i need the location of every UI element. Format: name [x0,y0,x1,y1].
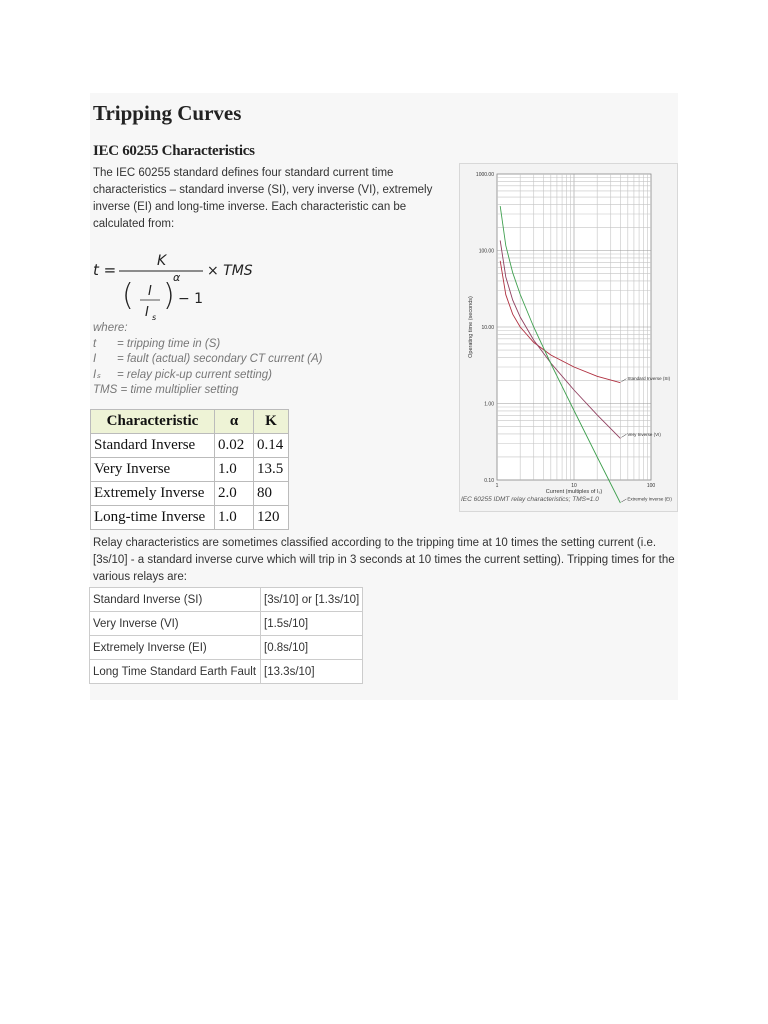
formula-numerator: K [157,253,167,269]
definition-row [93,383,322,399]
definition-symbol: t [93,337,97,350]
table-cell: 1.0 [215,506,254,530]
x-axis-label: Current (multiples of Iₛ) [545,489,603,495]
series-label: Very Inverse (VI) [627,431,661,437]
series-label: Extremely Inverse (EI) [627,496,672,502]
formula-minus-one: − 1 [178,291,204,307]
table-cell: Long Time Standard Earth Fault [90,660,261,684]
page-title: Tripping Curves [93,101,242,125]
formula-is: I [145,305,149,320]
table-cell: Standard Inverse (SI) [90,588,261,612]
intro-text: The IEC 60255 standard defines four standard current time characteristics – standard inverse (SI), very inverse (VI), extremely inverse (EI) and long-time inverse. Each characteristic can be calculated from: [93,167,433,230]
table-row [91,482,289,506]
table-cell: 2.0 [215,482,254,506]
definition-text: = fault (actual) secondary CT current (A) [117,353,323,365]
table-cell: [3s/10] or [1.3s/10] [261,588,363,612]
legend-leader-line [621,499,626,502]
relay-text: Relay characteristics are sometimes classified according to the tripping time at 10 times the setting current (i.e. [3s/10] - a standard inverse curve which will trip in 3 seconds at 10 times the current setting). Tripping times for the various relays are: [93,537,675,583]
table-cell: Very Inverse (VI) [90,612,261,636]
table-cell: 13.5 [254,458,289,482]
chart-caption: IEC 60255 IDMT relay characteristics; TMS=1.0 [461,496,599,503]
column-header: α [215,410,254,434]
table-cell: 0.02 [215,434,254,458]
table-row [91,506,289,530]
table-row [91,434,289,458]
y-tick-label: 10.00 [481,325,494,331]
svg-text:(: ( [122,278,134,313]
table-row [90,660,363,684]
definition-text: TMS = time multiplier setting [93,384,239,396]
idmt-formula [90,245,290,325]
where-label: where: [93,322,128,334]
definition-row [93,368,322,384]
table-cell: Long-time Inverse [91,506,215,530]
column-header: Characteristic [91,410,215,434]
table-cell: 80 [254,482,289,506]
idmt-chart [459,163,678,512]
table-cell: [1.5s/10] [261,612,363,636]
column-header: K [254,410,289,434]
definition-text: = relay pick-up current setting) [117,368,272,381]
table-cell: [0.8s/10] [261,636,363,660]
y-tick-label: 100.00 [478,248,494,255]
table-cell: Standard Inverse [91,434,215,458]
table-cell: 1.0 [215,458,254,482]
table-cell: 0.14 [254,434,289,458]
x-tick-label: 1 [495,483,499,489]
definition-symbol: I [93,353,97,365]
formula-times-tms: × TMS [207,263,253,279]
formula-lhs: t = [93,261,117,279]
table-row [90,612,363,636]
chart-svg [460,164,677,511]
y-tick-label: 1000.00 [475,172,494,178]
formula-i: I [148,284,152,299]
table-cell: Very Inverse [91,458,215,482]
series-label: Standard Inverse (SI) [627,376,671,382]
table-cell: 120 [254,506,289,530]
table-cell: Extremely Inverse (EI) [90,636,261,660]
y-tick-label: 0.10 [484,478,494,484]
table-cell: Extremely Inverse [91,482,215,506]
definition-text: = tripping time in (S) [117,337,221,350]
svg-text:): ) [163,278,175,313]
characteristics-table [90,409,289,530]
table-header-row [91,410,289,434]
table-row [90,588,363,612]
definition-symbol: Iₛ [93,368,101,381]
variable-definitions [93,321,322,399]
definition-row [93,352,322,368]
section-heading: IEC 60255 Characteristics [93,143,255,159]
formula-sub-s: s [152,313,157,322]
definition-row [93,337,322,353]
x-tick-label: 10 [571,483,577,489]
y-axis-label: Operating time (seconds) [468,296,474,358]
table-row [91,458,289,482]
intro-paragraph [93,165,455,233]
tripping-times-table [89,587,363,684]
y-tick-label: 1.00 [484,401,494,408]
x-tick-label: 100 [646,483,656,489]
table-row [90,636,363,660]
table-cell: [13.3s/10] [261,660,363,684]
relay-paragraph [93,535,675,586]
formula-alpha: α [173,271,181,284]
